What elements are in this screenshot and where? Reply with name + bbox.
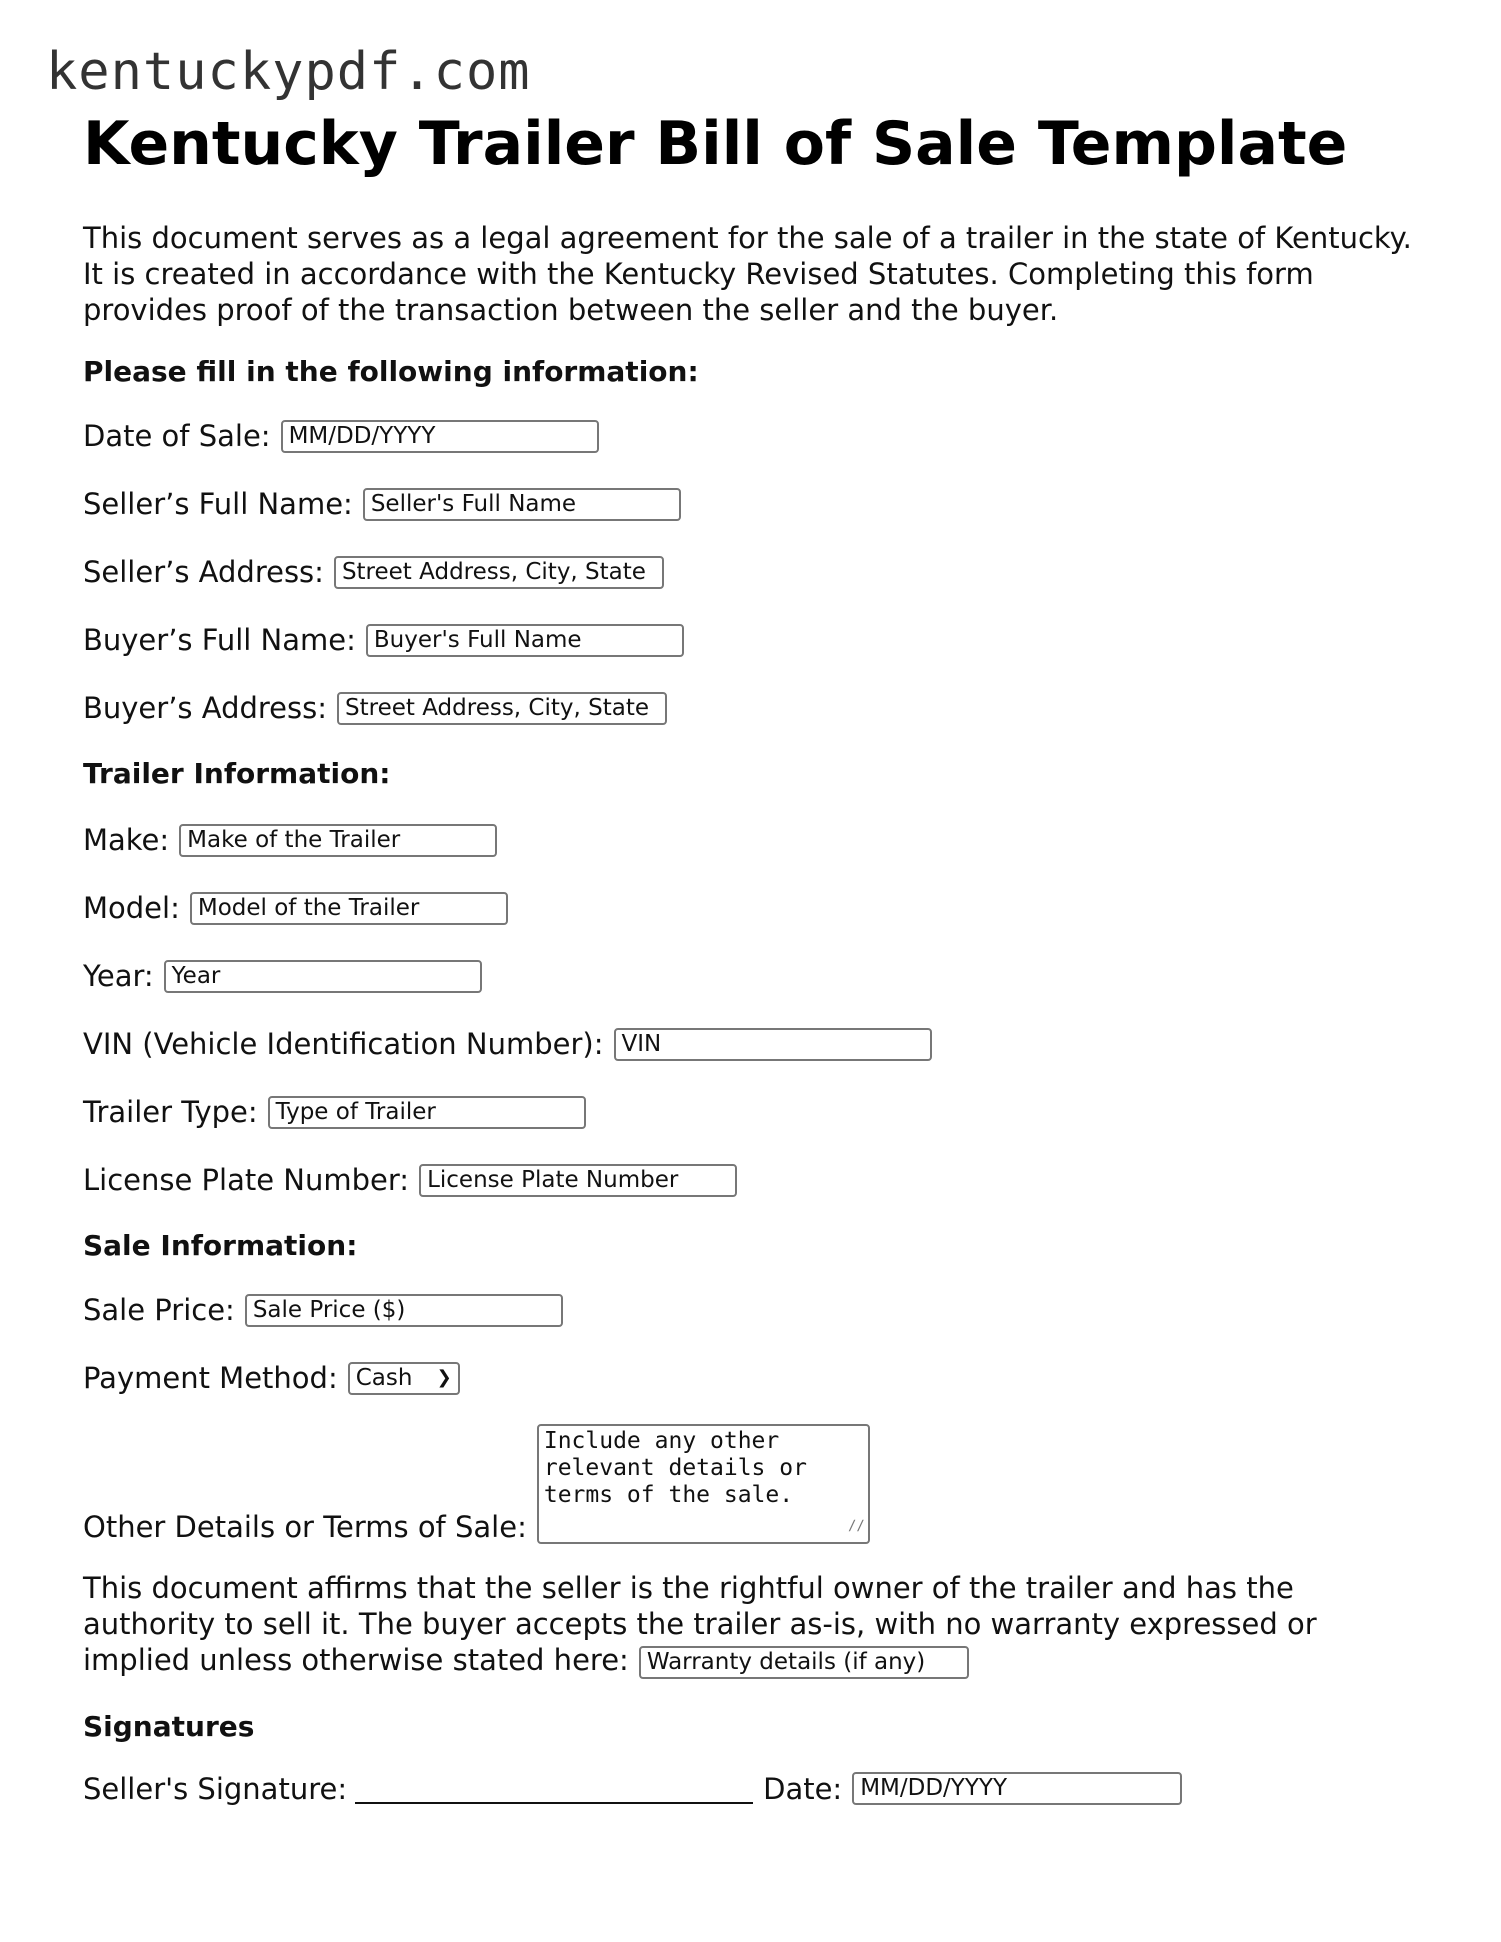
buyer-address-input[interactable]: Street Address, City, State <box>337 692 667 725</box>
payment-method-row <box>83 1358 1423 1398</box>
seller-signature-line[interactable] <box>355 1774 753 1804</box>
other-details-textarea[interactable] <box>537 1424 870 1544</box>
date-of-sale-input[interactable]: MM/DD/YYYY <box>281 420 599 453</box>
site-watermark: kentuckypdf.com <box>46 42 531 102</box>
page-title: Kentucky Trailer Bill of Sale Template <box>83 109 1348 179</box>
other-details-placeholder: Include any other relevant details or terms of the sale. <box>543 1428 807 1508</box>
affirmation-paragraph <box>83 1570 1423 1679</box>
buyer-name-row <box>83 620 1423 660</box>
license-plate-label: License Plate Number: <box>83 1163 410 1197</box>
make-label: Make: <box>83 823 170 857</box>
trailer-heading: Trailer Information: <box>83 757 391 790</box>
seller-address-row <box>83 552 1423 592</box>
vin-row <box>83 1024 1423 1064</box>
trailer-type-label: Trailer Type: <box>83 1095 258 1129</box>
buyer-name-label: Buyer’s Full Name: <box>83 623 356 657</box>
buyer-address-row <box>83 688 1423 728</box>
make-row <box>83 820 1423 860</box>
make-input[interactable]: Make of the Trailer <box>179 824 497 857</box>
date-of-sale-row <box>83 416 1423 456</box>
license-plate-row <box>83 1160 1423 1200</box>
resize-grip-icon[interactable]: ∕∕ <box>847 1518 865 1534</box>
other-details-label: Other Details or Terms of Sale: <box>83 1510 527 1544</box>
sale-price-row <box>83 1290 1423 1330</box>
sale-price-label: Sale Price: <box>83 1293 235 1327</box>
vin-label: VIN (Vehicle Identification Number): <box>83 1027 604 1061</box>
license-plate-input[interactable]: License Plate Number <box>419 1164 737 1197</box>
warranty-input[interactable]: Warranty details (if any) <box>639 1646 969 1679</box>
year-row <box>83 956 1423 996</box>
buyer-name-input[interactable]: Buyer's Full Name <box>366 624 684 657</box>
trailer-type-row <box>83 1092 1423 1132</box>
seller-name-input[interactable]: Seller's Full Name <box>363 488 681 521</box>
signature-date-input[interactable]: MM/DD/YYYY <box>852 1772 1182 1805</box>
seller-signature-label: Seller's Signature: <box>83 1771 348 1806</box>
seller-signature-row <box>83 1769 1423 1809</box>
affirmation-text: This document affirms that the seller is the rightful owner of the trailer and has the authority to sell it. The buyer accepts the trailer as-is, with no warranty expressed or implied unless otherwise stated here: <box>83 1571 1317 1677</box>
model-label: Model: <box>83 891 180 925</box>
date-of-sale-label: Date of Sale: <box>83 419 271 453</box>
party-section <box>83 416 1423 728</box>
other-details-row <box>83 1424 1423 1544</box>
buyer-address-label: Buyer’s Address: <box>83 691 328 725</box>
signature-date-label: Date: <box>763 1771 843 1806</box>
intro-paragraph: This document serves as a legal agreement for the sale of a trailer in the state of Kentucky. It is created in accordance with the Kentucky Revised Statutes. Completing this form provides proof of the transaction between the seller and the buyer. <box>83 221 1412 327</box>
trailer-type-input[interactable]: Type of Trailer <box>268 1096 586 1129</box>
seller-address-label: Seller’s Address: <box>83 555 324 589</box>
chevron-down-icon: ❯ <box>436 1367 452 1388</box>
fill-heading: Please fill in the following information: <box>83 355 699 388</box>
year-input[interactable]: Year <box>164 960 482 993</box>
year-label: Year: <box>83 959 154 993</box>
vin-input[interactable]: VIN <box>614 1028 932 1061</box>
model-row <box>83 888 1423 928</box>
payment-method-select[interactable] <box>348 1362 460 1395</box>
sale-price-input[interactable]: Sale Price ($) <box>245 1294 563 1327</box>
model-input[interactable]: Model of the Trailer <box>190 892 508 925</box>
sale-section <box>83 1290 1423 1544</box>
seller-name-label: Seller’s Full Name: <box>83 487 353 521</box>
payment-method-label: Payment Method: <box>83 1361 338 1395</box>
form-page <box>83 108 1423 1809</box>
seller-address-input[interactable]: Street Address, City, State <box>334 556 664 589</box>
seller-name-row <box>83 484 1423 524</box>
signatures-heading: Signatures <box>83 1709 255 1743</box>
payment-method-value: Cash <box>355 1365 413 1391</box>
trailer-section <box>83 820 1423 1200</box>
sale-heading: Sale Information: <box>83 1229 358 1262</box>
